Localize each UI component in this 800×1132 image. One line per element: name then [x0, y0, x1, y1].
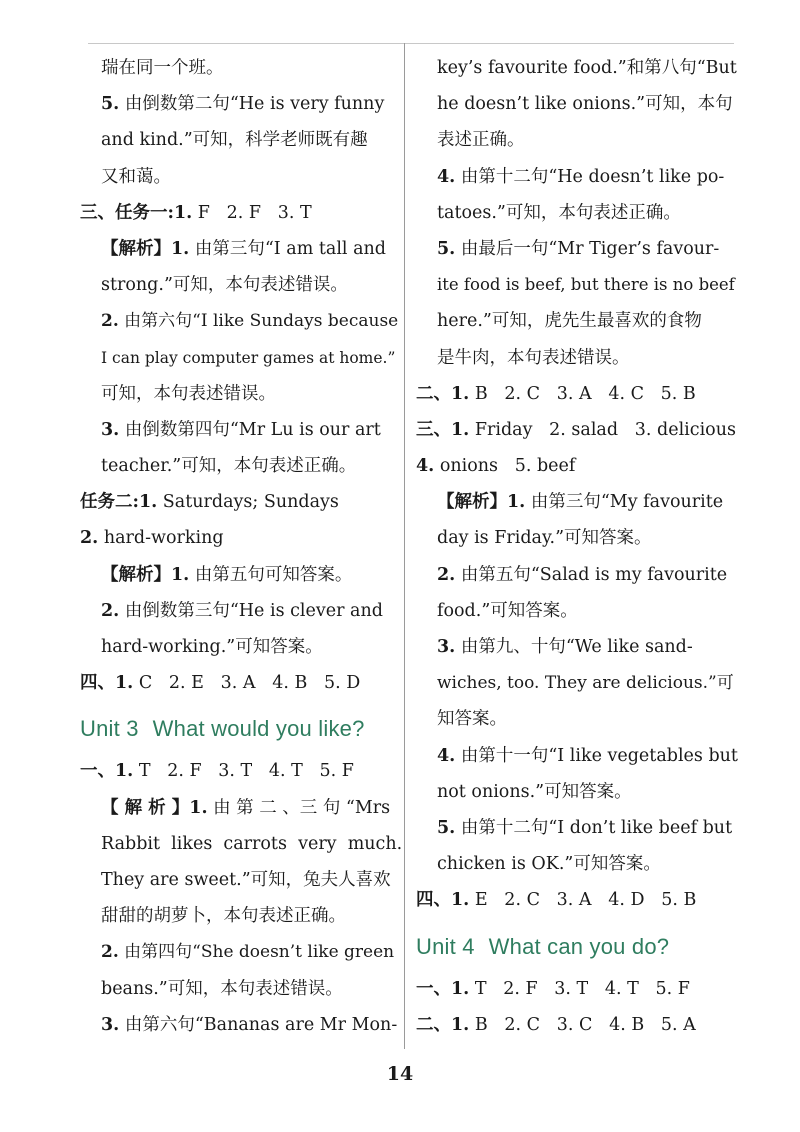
line-text: 由第六句“I like Sundays because — [118, 311, 399, 332]
line-text: 又和蔼。 — [101, 166, 171, 187]
answer-line — [416, 882, 738, 918]
unit-label: Unit 3 — [80, 716, 139, 742]
line-text: and kind.”可知，科学老师既有趣 — [101, 130, 368, 151]
answer-line — [80, 412, 402, 448]
text-line — [80, 826, 402, 862]
text-line — [80, 122, 402, 158]
answer-line — [80, 593, 402, 629]
item-number: 四、1. — [80, 673, 134, 694]
line-text: teacher.”可知，本句表述正确。 — [101, 456, 357, 477]
line-text: hard-working.”可知答案。 — [101, 637, 323, 657]
answer-line — [416, 412, 738, 448]
line-text: 由第十二句“He doesn’t like po- — [455, 166, 725, 187]
page-number: 14 — [386, 1063, 414, 1085]
unit-label: Unit 4 — [416, 933, 475, 959]
answer-line — [80, 484, 402, 520]
line-text: 甜甜的胡萝卜，本句表述正确。 — [101, 906, 346, 927]
answer-line — [80, 557, 402, 593]
line-text: food.”可知答案。 — [437, 600, 578, 621]
answer-line — [80, 1007, 402, 1043]
line-text: beans.”可知，本句表述错误。 — [101, 978, 343, 999]
line-text: Rabbit likes carrots very much. — [101, 833, 403, 854]
text-line — [80, 159, 402, 195]
item-number: 二、1. — [416, 1014, 470, 1035]
text-line — [80, 50, 402, 86]
line-text: 由第四句“She doesn’t like green — [118, 942, 395, 963]
item-number: 2. — [437, 564, 456, 585]
answer-line — [80, 231, 402, 267]
text-line — [416, 846, 738, 882]
text-line — [416, 267, 738, 303]
line-text: onions 5. beef — [434, 456, 576, 477]
unit-heading — [416, 919, 738, 971]
answer-line — [80, 665, 402, 701]
item-number: 【解析】1. — [437, 492, 526, 513]
text-line — [416, 86, 738, 122]
item-number: 【解析】1. — [101, 564, 190, 585]
text-line — [80, 448, 402, 484]
item-number: 【 解 析 】1. — [101, 797, 208, 818]
text-line — [80, 376, 402, 412]
answer-line — [416, 231, 738, 267]
text-line — [416, 701, 738, 737]
item-number: 5. — [101, 94, 120, 115]
item-number: 4. — [437, 745, 456, 766]
column-divider — [404, 43, 405, 1049]
item-number: 2. — [80, 528, 99, 549]
line-text: hard-working — [98, 528, 224, 549]
line-text: T 2. F 3. T 4. T 5. F — [469, 978, 690, 999]
text-line — [80, 862, 402, 898]
line-text: 由第十一句“I like vegetables but — [455, 745, 738, 766]
line-text: B 2. C 3. C 4. B 5. A — [469, 1014, 696, 1035]
answer-line — [80, 86, 402, 122]
line-text: 由倒数第四句“Mr Lu is our art — [119, 419, 381, 440]
line-text: wiches, too. They are delicious.”可 — [437, 673, 734, 694]
item-number: 一、1. — [80, 761, 134, 782]
top-rule — [88, 43, 734, 44]
line-text: E 2. C 3. A 4. D 5. B — [469, 890, 697, 911]
line-text: key’s favourite food.”和第八句“But — [437, 58, 737, 78]
item-number: 3. — [101, 1014, 120, 1035]
answer-line — [416, 376, 738, 412]
line-text: 表述正确。 — [437, 130, 525, 151]
item-number: 二、1. — [416, 383, 470, 404]
line-text: Friday 2. salad 3. delicious — [469, 419, 736, 440]
line-text: 可知，本句表述错误。 — [101, 383, 276, 404]
line-text: chicken is OK.”可知答案。 — [437, 854, 661, 875]
answer-line — [416, 738, 738, 774]
answer-line — [80, 790, 402, 826]
line-text: 由第六句“Bananas are Mr Mon- — [119, 1014, 398, 1035]
text-line — [416, 122, 738, 158]
answer-line — [416, 448, 738, 484]
line-text: tatoes.”可知，本句表述正确。 — [437, 202, 681, 223]
line-text: C 2. E 3. A 4. B 5. D — [133, 673, 361, 694]
item-number: 3. — [437, 637, 456, 657]
item-number: 4. — [416, 456, 435, 477]
answer-line — [416, 557, 738, 593]
answer-line — [416, 1007, 738, 1043]
answer-line — [80, 195, 402, 231]
item-number: 四、1. — [416, 890, 470, 911]
text-line — [416, 303, 738, 339]
text-line — [80, 340, 402, 376]
line-text: 是牛肉，本句表述错误。 — [437, 347, 630, 368]
text-line — [80, 629, 402, 665]
item-number: 3. — [101, 419, 120, 440]
line-text: I can play computer games at home.” — [101, 348, 396, 367]
unit-title: What can you do? — [488, 933, 670, 959]
line-text: Saturdays; Sundays — [157, 492, 339, 513]
line-text: 由第三句“My favourite — [525, 492, 724, 513]
line-text: They are sweet.”可知，兔夫人喜欢 — [101, 869, 391, 890]
text-line — [416, 195, 738, 231]
item-number: 【解析】1. — [101, 238, 190, 259]
answer-line — [416, 810, 738, 846]
line-text: T 2. F 3. T 4. T 5. F — [133, 761, 354, 782]
text-line — [416, 50, 738, 86]
line-text: B 2. C 3. A 4. C 5. B — [469, 383, 696, 404]
unit-title: What would you like? — [152, 716, 365, 742]
answer-line — [80, 520, 402, 556]
line-text: 由第三句“I am tall and — [189, 238, 386, 259]
item-number: 一、1. — [416, 978, 470, 999]
unit-heading — [80, 701, 402, 753]
line-text: here.”可知，虎先生最喜欢的食物 — [437, 311, 702, 332]
text-line — [416, 593, 738, 629]
item-number: 2. — [101, 600, 120, 621]
right-column — [416, 50, 738, 1043]
line-text: 由第九、十句“We like sand- — [455, 637, 693, 657]
line-text: 由最后一句“Mr Tiger’s favour- — [455, 238, 720, 259]
line-text: 由第五句可知答案。 — [189, 564, 353, 585]
item-number: 5. — [437, 817, 456, 838]
item-number: 三、1. — [416, 419, 470, 440]
line-text: he doesn’t like onions.”可知，本句 — [437, 94, 733, 115]
line-text: 瑞在同一个班。 — [101, 58, 224, 78]
item-number: 2. — [101, 311, 119, 332]
text-line — [416, 520, 738, 556]
text-line — [80, 898, 402, 934]
line-text: ite food is beef, but there is no beef — [437, 275, 735, 295]
line-text: 由 第 二 、三 句 “Mrs — [207, 797, 391, 818]
answer-line — [416, 971, 738, 1007]
answer-line — [416, 629, 738, 665]
answer-line — [416, 484, 738, 520]
line-text: 由第五句“Salad is my favourite — [455, 564, 728, 585]
text-line — [416, 340, 738, 376]
item-number: 2. — [101, 942, 119, 963]
text-line — [416, 774, 738, 810]
answer-line — [416, 159, 738, 195]
line-text: not onions.”可知答案。 — [437, 781, 632, 802]
line-text: strong.”可知，本句表述错误。 — [101, 275, 348, 296]
line-text: F 2. F 3. T — [192, 202, 312, 223]
item-number: 5. — [437, 238, 456, 259]
line-text: 知答案。 — [437, 709, 507, 730]
text-line — [416, 665, 738, 701]
line-text: 由第十二句“I don’t like beef but — [455, 817, 733, 838]
answer-line — [80, 303, 402, 339]
line-text: 由倒数第二句“He is very funny — [119, 94, 385, 115]
item-number: 任务二:1. — [80, 492, 158, 513]
line-text: day is Friday.”可知答案。 — [437, 528, 652, 549]
answer-line — [80, 934, 402, 970]
answer-line — [80, 753, 402, 789]
item-number: 三、任务一:1. — [80, 202, 193, 223]
text-line — [80, 971, 402, 1007]
line-text: 由倒数第三句“He is clever and — [119, 600, 383, 621]
left-column — [80, 50, 402, 1043]
text-line — [80, 267, 402, 303]
item-number: 4. — [437, 166, 456, 187]
